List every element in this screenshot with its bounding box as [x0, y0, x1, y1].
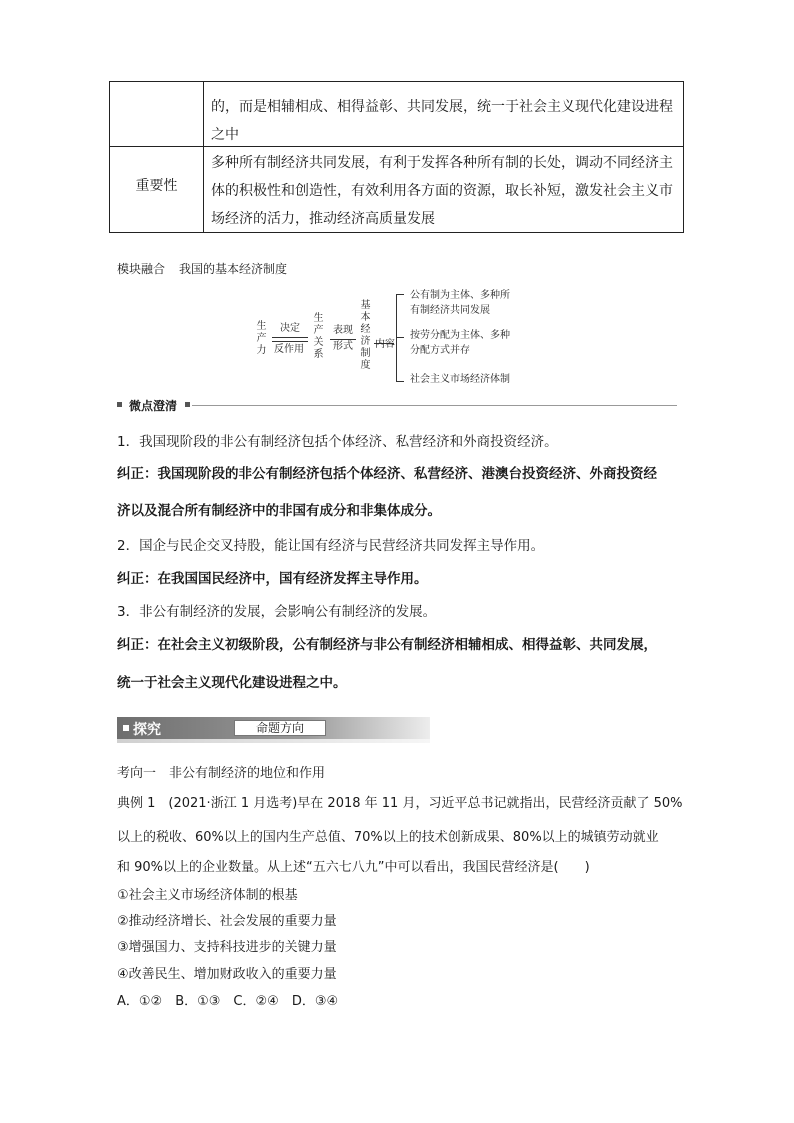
direction-heading: 考向一 非公有制经济的地位和作用: [117, 766, 326, 781]
diagram-item2-line1: 按劳分配为主体、多种: [410, 330, 510, 341]
option-4: ④改善民生、增加财政收入的重要力量: [117, 967, 337, 982]
diagram-item2-line2: 分配方式并存: [410, 345, 470, 356]
clarify-a1-line2: 济以及混合所有制经济中的非国有成分和非集体成分。: [117, 503, 441, 519]
example-line3: 和 90%以上的企业数量。从上述“五六七八九”中可以看出，我国民营经济是( ): [117, 860, 590, 875]
clarify-q1: 1．我国现阶段的非公有制经济包括个体经济、私营经济和外商投资经济。: [117, 434, 558, 450]
square-bullet-icon: [117, 402, 122, 407]
clarify-a3-line1: 纠正：在社会主义初级阶段，公有制经济与非公有制经济相辅相成、相得益彰、共同发展，: [117, 637, 657, 653]
clarify-section-header: [117, 397, 677, 413]
module-title: 我国的基本经济制度: [179, 262, 288, 276]
square-bullet-icon: [185, 402, 190, 407]
option-2: ②推动经济增长、社会发展的重要力量: [117, 914, 337, 929]
example-line2: 以上的税收、60%以上的国内生产总值、70%以上的技术创新成果、80%以上的城镇劳动就业: [117, 830, 659, 845]
clarify-title: 微点澄清: [129, 399, 178, 413]
table-divider-vertical: [203, 82, 204, 232]
diagram-bracket-top: [396, 294, 404, 295]
diagram-basic-system: 基本经济制度: [360, 300, 371, 371]
table-row1-text: 的，而是相辅相成、相得益彰、共同发展，统一于社会主义现代化建设进程 之中: [211, 99, 673, 143]
option-1: ①社会主义市场经济体制的根基: [117, 888, 298, 903]
diagram-productivity: 生产力: [256, 321, 267, 356]
diagram-decide: 决定: [280, 323, 300, 334]
banner-shadow: [117, 739, 430, 743]
clarify-q3: 3．非公有制经济的发展，会影响公有制经济的发展。: [117, 604, 437, 620]
diagram-relations: 生产关系: [313, 313, 324, 360]
clarify-a3-line2: 统一于社会主义现代化建设进程之中。: [117, 675, 347, 691]
diagram-bracket-bottom: [396, 381, 404, 382]
diagram-arrow-decide: [272, 337, 308, 338]
clarify-q2: 2．国企与民企交叉持股，能让国有经济与民营经济共同发挥主导作用。: [117, 538, 545, 554]
proposition-direction-box: 命题方向: [234, 720, 326, 736]
diagram-react: 反作用: [274, 344, 304, 355]
example-line1: 典例 1 (2021·浙江 1 月选考)早在 2018 年 11 月，习近平总书记就指出，民营经济贡献了 50%: [117, 796, 683, 811]
diagram-expression: 表现: [333, 325, 353, 336]
diagram-content: 内容: [375, 339, 395, 350]
table-row2-text: 多种所有制经济共同发展，有利于发挥各种所有制的长处，调动不同经济主 体的积极性和创造性，有效利用各方面的资源，取长补短，激发社会主义市 场经济的活力，推动经济高质量发展: [211, 155, 673, 227]
diagram-item3: 社会主义市场经济体制: [410, 374, 510, 385]
diagram-bracket: [396, 294, 397, 382]
answer-choices: A．①② B．①③ C．②④ D．③④: [117, 994, 339, 1009]
diagram-arrow-form: [330, 339, 356, 340]
module-heading: [117, 260, 301, 277]
clarify-a1-line1: 纠正：我国现阶段的非公有制经济包括个体经济、私营经济、港澳台投资经济、外商投资经: [117, 466, 657, 482]
diagram-form: 形式: [333, 341, 353, 352]
clarify-a2: 纠正：在我国国民经济中，国有经济发挥主导作用。: [117, 571, 428, 587]
square-bullet-icon: [123, 725, 129, 731]
option-3: ③增强国力、支持科技进步的关键力量: [117, 940, 337, 955]
explore-banner: [117, 717, 430, 739]
module-prefix: 模块融合: [117, 262, 166, 276]
diagram-bracket-mid: [396, 337, 404, 338]
diagram-item1-line2: 有制经济共同发展: [410, 305, 490, 316]
table-row2-label: 重要性: [135, 178, 178, 194]
explore-label: 探究: [133, 722, 161, 738]
content-table: [109, 81, 684, 233]
section-rule: [192, 405, 677, 406]
diagram-arrow-react: [272, 341, 308, 342]
diagram-item1-line1: 公有制为主体、多种所: [410, 290, 510, 301]
economic-system-diagram: [250, 288, 550, 388]
